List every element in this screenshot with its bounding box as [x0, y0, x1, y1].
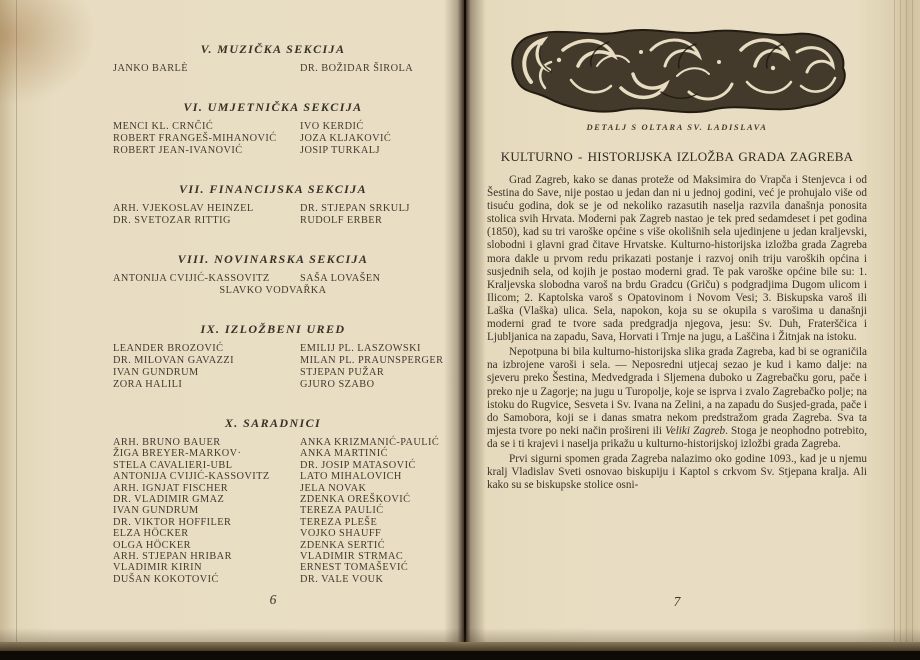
section — [90, 322, 456, 391]
person-name: TEREZA PLEŠE — [300, 516, 378, 528]
section-heading: IX. IZLOŽBENI URED — [200, 322, 346, 336]
person-name: SAŠA LOVAŠEN — [300, 273, 381, 284]
person-name: VLADIMIR KIRIN — [113, 562, 202, 574]
page-number-left: 6 — [269, 592, 277, 607]
section — [90, 182, 456, 227]
person-name: ŽIGA BREYER-MARKOV· — [113, 448, 242, 460]
person-name: DUŠAN KOKOTOVIĆ — [113, 573, 219, 585]
person-name: ANTONIJA CVIJIĆ-KASSOVITZ — [113, 273, 270, 284]
paragraph: Prvi sigurni spomen grada Zagreba nalazimo oko godine 1093., kad je u njemu kralj Vladislav Sveti osnovao biskupiju i Kaptol s crkvom Sv. Stjepana kralja. Ali kako su se biskupske stolice osni- — [487, 452, 867, 492]
person-name: JOSIP TURKALJ — [300, 145, 380, 156]
name-row — [90, 517, 456, 528]
person-name: ANTONIJA CVIJIĆ-KASSOVITZ — [113, 471, 270, 483]
left-sections — [90, 0, 456, 585]
section-heading: VII. FINANCIJSKA SEKCIJA — [178, 182, 367, 196]
person-name: IVAN GUNDRUM — [113, 367, 199, 378]
person-name: JANKO BARLÈ — [113, 63, 189, 74]
article-title: KULTURNO - HISTORIJSKA IZLOŽBA GRADA ZAGREBA — [500, 149, 854, 164]
person-name: DR. SVETOZAR RITTIG — [113, 215, 231, 226]
gutter-line — [464, 0, 466, 642]
name-row — [90, 551, 456, 562]
person-name: JELA NOVAK — [300, 482, 367, 494]
ornament-caption: DETALJ S OLTARA SV. LADISLAVA — [586, 122, 768, 132]
section-heading: V. MUZIČKA SEKCIJA — [200, 42, 346, 56]
ornament-engraving — [501, 22, 853, 118]
person-name: ROBERT FRANGEŠ-MIHANOVIĆ — [113, 133, 277, 144]
person-name: DR. MILOVAN GAVAZZI — [113, 355, 234, 366]
name-row — [90, 145, 456, 157]
article-body — [487, 174, 867, 492]
person-name: SLAVKO VODVAŘKA — [219, 285, 327, 296]
name-row — [90, 460, 456, 471]
person-name: DR. JOSIP MATASOVIĆ — [300, 459, 416, 471]
person-name: JOZA KLJAKOVIĆ — [300, 133, 392, 144]
name-row — [90, 343, 456, 355]
person-name: ANKA KRIZMANIĆ-PAULIĆ — [300, 437, 440, 448]
person-name: STJEPAN PUŽAR — [300, 367, 385, 378]
name-row — [90, 540, 456, 551]
person-name: ARH. VJEKOSLAV HEINZEL — [113, 203, 254, 214]
section — [90, 100, 456, 157]
page-right — [487, 0, 867, 642]
name-row — [90, 437, 456, 448]
person-name: LATO MIHALOVICH — [300, 471, 402, 483]
person-name: DR. STJEPAN SRKULJ — [300, 203, 410, 214]
page-bottom-edge — [0, 642, 920, 651]
person-name: ZORA HALILI — [113, 379, 183, 390]
name-row — [90, 448, 456, 459]
person-name: ANKA MARTINIĆ — [300, 448, 388, 460]
person-name: RUDOLF ERBER — [300, 215, 383, 226]
section-heading: VIII. NOVINARSKA SEKCIJA — [177, 252, 369, 266]
person-name: OLGA HÖCKER — [113, 539, 191, 551]
person-name: DR. VLADIMIR GMAZ — [113, 494, 225, 506]
person-name: DR. VIKTOR HOFFILER — [113, 516, 232, 528]
person-name: VOJKO SHAUFF — [300, 528, 382, 540]
name-row — [90, 494, 456, 505]
person-name: ZDENKA OREŠKOVIĆ — [300, 494, 411, 506]
left-page-edge — [16, 0, 17, 642]
paragraph-text: Nepotpuna bi bila kulturno-historijska slika grada Zagreba, kad bi se ograničila na izbrojene varoši i sela. — Neposredni utjecaj sezao je kud i kamo dalje: na sjeveru preko Šestina, Medvedgrada i Sljemena duboko u Zagrebačku goru, pače i preko nje u Zagorje; na jugu u Turopolje, koje se isprva i zvalo Zagrebačko polje; na istoku do Rugvice, Sesveta i Sv. Ivana na Zelini, a na zapadu do Susjed-grada, pače i do Samobora, koji se i danas smatra nekom predstražom grada Zagreba. Sva ta mjesta tvore po neki način prošireni ili — [487, 346, 867, 437]
person-name: ROBERT JEAN-IVANOVIĆ — [113, 145, 243, 156]
name-row — [90, 273, 456, 285]
section-heading: X. SARADNICI — [224, 416, 322, 430]
section — [90, 416, 456, 585]
paragraph-text: . Stoga je neophodno potrebito, da se i ti krajevi i naselja prikažu u kulturno-historijskoj izložbi grada Zagreba. — [487, 424, 867, 450]
name-row — [90, 528, 456, 539]
person-name: ARH. BRUNO BAUER — [113, 437, 221, 448]
person-name: ARH. IGNJAT FISCHER — [113, 482, 229, 494]
italic-phrase: Veliki Zagreb — [665, 424, 726, 437]
person-name: MILAN PL. PRAUNSPERGER — [300, 355, 444, 366]
person-name: DR. BOŽIDAR ŠIROLA — [300, 63, 414, 74]
person-name: ZDENKA SERTIĆ — [300, 539, 386, 551]
person-name: ERNEST TOMAŠEVIĆ — [300, 562, 409, 574]
name-row — [90, 285, 456, 297]
person-name: IVAN GUNDRUM — [113, 505, 199, 517]
person-name: MENCI KL. CRNČIĆ — [113, 121, 214, 132]
paragraph: Grad Zagreb, kako se danas proteže od Maksimira do Vrapča i Stenjevca i od Šestina do Save, nije postao u jedan dan ni u jednoj godini, već je prohujalo više od tisuću godina, dok se je od nekoliko razasutih naselja razvila današnja ponosita stolica svih Hrvata. Moderni pak Zagreb nastao je tek pred sedamdeset i pet godina (1850), kad su tri varoške općine s više okolišnih sela ujedinjene u jedan kraljevski, slobodni i glavni grad čitave Hrvatske. Kulturno-historijska izložba grada Zagreba mora dakle u prvom redu prikazati postanje i razvoj onih triju varoških općina i susjednih sela, od kojih je postao moderni grad. Te pak varoške općine bile su: 1. Kraljevska slobodna varoš na brdu Gradcu (Griču) s podgradjima Dugom ulicom i Ilicom; 2. Kaptolska varoš s Opatovinom i Novom Vesi; 3. Biskupska varoš ili Laška (Vlaška) ulica. Sela, napokon, koja su se okupila s varošima u današnji moderni grad te tvore sada predgradja njegova, jesu: Sv. Duh, Fraterščica i Ljubljanica na zapadu, Sava, Horvati i Trnje na jugu, a Laščina i Žitnjak na istoku. — [487, 174, 867, 344]
person-name: TEREZA PAULIĆ — [300, 505, 384, 517]
right-page-edges — [894, 0, 914, 642]
name-row — [90, 471, 456, 482]
page-number-right: 7 — [673, 594, 681, 609]
carved-altar-ornament-image — [501, 22, 853, 118]
name-row — [90, 215, 456, 227]
name-row — [90, 367, 456, 379]
person-name: ARH. STJEPAN HRIBAR — [113, 551, 232, 563]
name-row — [90, 63, 456, 75]
name-row — [90, 574, 456, 585]
name-row — [90, 121, 456, 133]
book-gutter-shadow — [444, 0, 486, 642]
page-left — [90, 0, 456, 642]
person-name: ELZA HÖCKER — [113, 528, 189, 540]
paragraph — [487, 346, 867, 451]
person-name: VLADIMIR STRMAC — [300, 551, 404, 563]
name-row — [90, 505, 456, 516]
person-name: LEANDER BROZOVIĆ — [113, 343, 224, 354]
person-name: IVO KERDIĆ — [300, 121, 364, 132]
person-name: DR. VALE VOUK — [300, 573, 384, 585]
name-row — [90, 379, 456, 391]
section — [90, 252, 456, 297]
name-row — [90, 483, 456, 494]
name-row — [90, 203, 456, 215]
section — [90, 42, 456, 75]
name-row — [90, 133, 456, 145]
person-name: GJURO SZABO — [300, 379, 375, 390]
section-heading: VI. UMJETNIČKA SEKCIJA — [183, 100, 363, 114]
name-row — [90, 562, 456, 573]
name-row — [90, 355, 456, 367]
person-name: EMILIJ PL. LASZOWSKI — [300, 343, 421, 354]
person-name: STELA CAVALIERI-UBL — [113, 459, 233, 471]
